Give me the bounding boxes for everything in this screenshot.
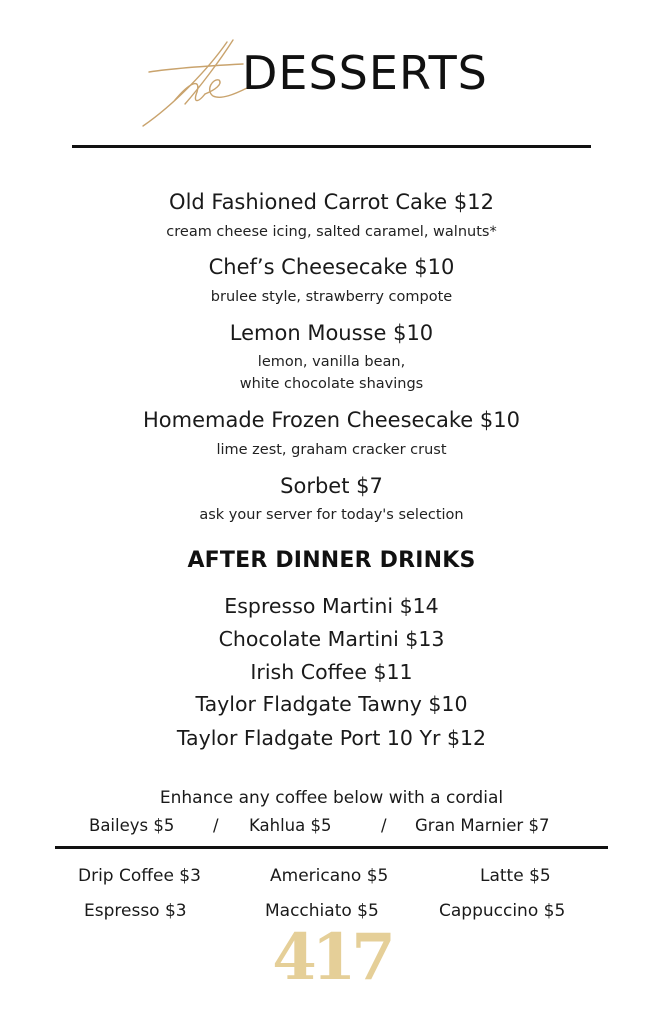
dessert-desc: ask your server for today's selection: [199, 507, 464, 523]
coffee-item: Espresso $3: [84, 901, 187, 921]
cordial-item: Kahlua $5: [249, 816, 332, 835]
cordial-separator: /: [381, 816, 387, 835]
coffee-item: Drip Coffee $3: [78, 866, 201, 886]
dessert-name: Lemon Mousse $10: [229, 321, 434, 345]
dessert-desc: lime zest, graham cracker crust: [216, 442, 447, 458]
dessert-desc: brulee style, strawberry compote: [210, 289, 453, 305]
coffee-item: Macchiato $5: [265, 901, 379, 921]
drink-item: Irish Coffee $11: [250, 660, 413, 684]
coffee-item: Cappuccino $5: [439, 901, 566, 921]
dessert-name: Chef’s Cheesecake $10: [208, 255, 455, 279]
coffee-item: Americano $5: [270, 866, 389, 886]
drink-item: Espresso Martini $14: [224, 594, 439, 618]
page-title: DESSERTS: [242, 46, 488, 100]
drink-item: Taylor Fladgate Port 10 Yr $12: [176, 726, 487, 750]
cordial-separator: /: [213, 816, 219, 835]
drinks-heading: AFTER DINNER DRINKS: [187, 548, 476, 573]
drink-item: Taylor Fladgate Tawny $10: [195, 692, 468, 716]
dessert-name: Old Fashioned Carrot Cake $12: [169, 190, 494, 214]
dessert-desc: white chocolate shavings: [239, 376, 424, 392]
coffee-divider: [55, 846, 608, 849]
dessert-name: Sorbet $7: [280, 474, 383, 498]
cordial-intro: Enhance any coffee below with a cordial: [159, 788, 504, 808]
header-divider: [72, 145, 591, 148]
brand-logo-417: 417: [272, 920, 391, 995]
coffee-item: Latte $5: [480, 866, 551, 886]
drink-item: Chocolate Martini $13: [218, 627, 445, 651]
cordial-item: Gran Marnier $7: [415, 816, 550, 835]
cordial-item: Baileys $5: [89, 816, 175, 835]
dessert-name: Homemade Frozen Cheesecake $10: [143, 408, 520, 432]
script-word: the: [135, 38, 137, 39]
dessert-desc: lemon, vanilla bean,: [257, 354, 406, 370]
dessert-desc: cream cheese icing, salted caramel, walnuts*: [166, 224, 497, 240]
